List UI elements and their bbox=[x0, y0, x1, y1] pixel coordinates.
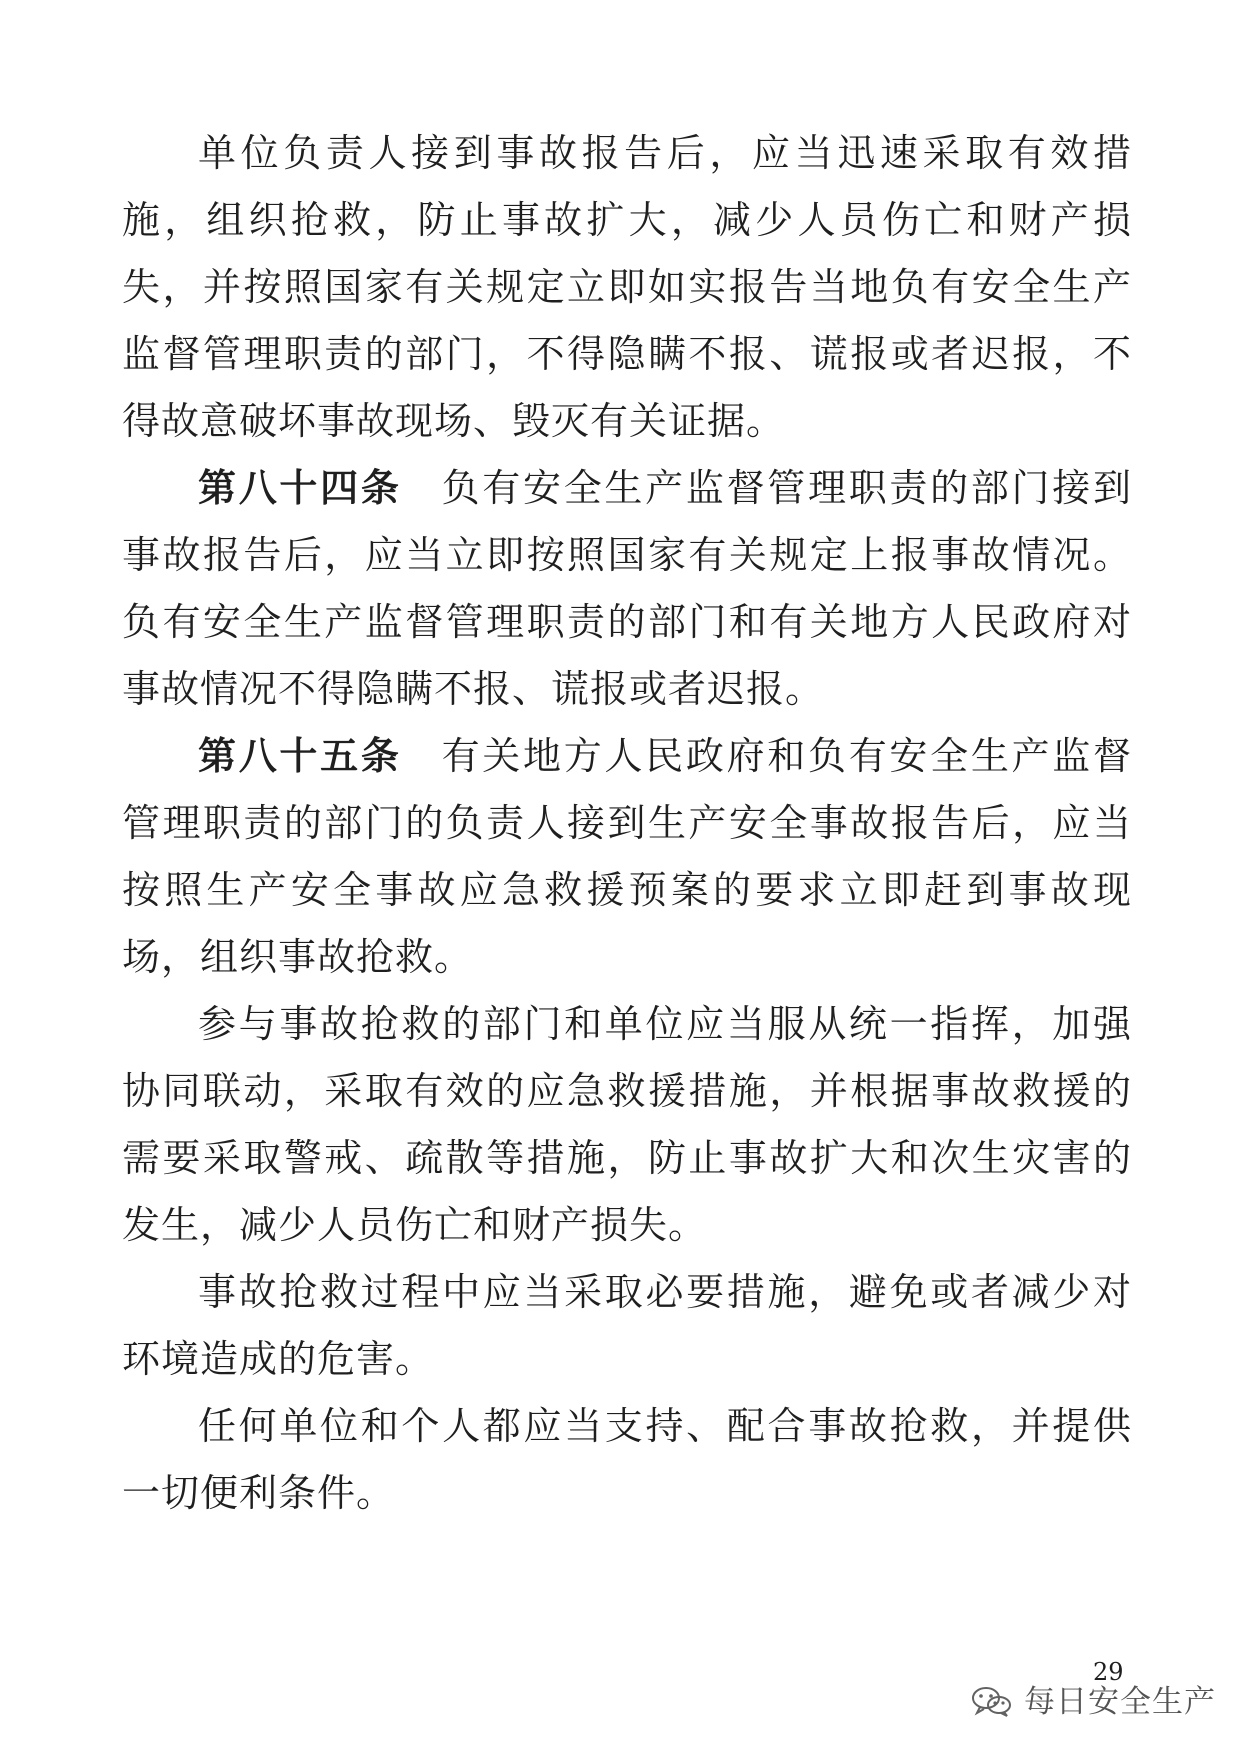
paragraph bbox=[122, 991, 1132, 1259]
paragraph bbox=[122, 1259, 1132, 1393]
paragraph-text: 事故抢救过程中应当采取必要措施，避免或者减少对环境造成的危害。 bbox=[122, 1270, 1132, 1381]
paragraph-text: 参与事故抢救的部门和单位应当服从统一指挥，加强协同联动，采取有效的应急救援措施，并根据事故救援的需要采取警戒、疏散等措施，防止事故扩大和次生灾害的发生，减少人员伤亡和财产损失。 bbox=[122, 1002, 1132, 1247]
article-heading: 第八十五条 bbox=[198, 734, 402, 778]
paragraph-text: 有关地方人民政府和负有安全生产监督管理职责的部门的负责人接到生产安全事故报告后，应当按照生产安全事故应急救援预案的要求立即赶到事故现场，组织事故抢救。 bbox=[122, 734, 1132, 979]
paragraph bbox=[122, 120, 1132, 455]
article-84 bbox=[122, 455, 1132, 723]
article-heading: 第八十四条 bbox=[198, 466, 402, 510]
paragraph bbox=[122, 1393, 1132, 1527]
watermark bbox=[970, 1680, 1216, 1724]
paragraph-text: 单位负责人接到事故报告后，应当迅速采取有效措施，组织抢救，防止事故扩大，减少人员伤亡和财产损失，并按照国家有关规定立即如实报告当地负有安全生产监督管理职责的部门，不得隐瞒不报、谎报或者迟报，不得故意破坏事故现场、毁灭有关证据。 bbox=[122, 131, 1132, 443]
watermark-label: 每日安全生产 bbox=[1024, 1684, 1216, 1720]
paragraph-text: 负有安全生产监督管理职责的部门接到事故报告后，应当立即按照国家有关规定上报事故情况。负有安全生产监督管理职责的部门和有关地方人民政府对事故情况不得隐瞒不报、谎报或者迟报。 bbox=[122, 466, 1132, 711]
page-number: 29 bbox=[1093, 1658, 1124, 1686]
article-85 bbox=[122, 723, 1132, 991]
wechat-icon bbox=[970, 1685, 1014, 1719]
document-body bbox=[122, 120, 1132, 1527]
paragraph-text: 任何单位和个人都应当支持、配合事故抢救，并提供一切便利条件。 bbox=[122, 1404, 1132, 1515]
